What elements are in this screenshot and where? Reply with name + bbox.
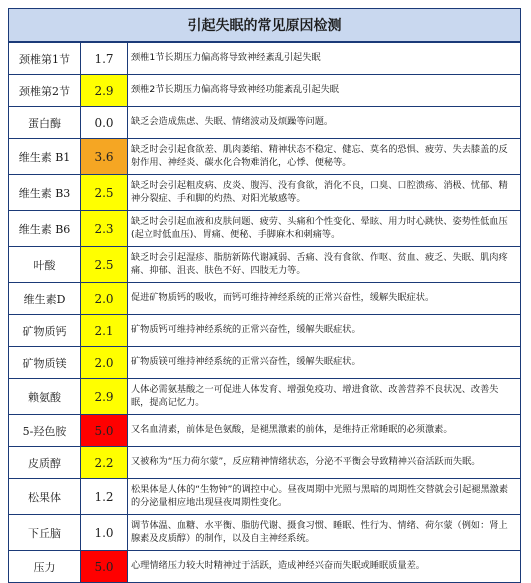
item-value: 3.6 — [81, 139, 128, 175]
item-name: 叶酸 — [9, 247, 81, 283]
item-name: 颈椎第2节 — [9, 75, 81, 107]
item-value: 2.9 — [81, 75, 128, 107]
item-name: 蛋白酶 — [9, 107, 81, 139]
item-value: 5.0 — [81, 551, 128, 583]
item-description: 缺乏时会引起食欲差、肌肉萎缩、精神状态不稳定、健忘、莫名的恐惧、疲劳、失去膝盖的反射作用、神经炎、碳水化合物难消化，心悸、便秘等。 — [128, 139, 521, 175]
item-value: 2.2 — [81, 447, 128, 479]
table-row — [9, 43, 521, 75]
table-row — [9, 379, 521, 415]
item-description: 矿物质镁可维持神经系统的正常兴奋性，缓解失眠症状。 — [128, 347, 521, 379]
item-value: 2.3 — [81, 211, 128, 247]
table-row — [9, 347, 521, 379]
table-row — [9, 315, 521, 347]
item-description: 心理情绪压力较大时精神过于活跃，造成神经兴奋而失眠或睡眠质量差。 — [128, 551, 521, 583]
item-description: 矿物质钙可维持神经系统的正常兴奋性，缓解失眠症状。 — [128, 315, 521, 347]
item-description: 又名血清素，前体是色氨酸，是褪黑激素的前体，是维持正常睡眠的必须激素。 — [128, 415, 521, 447]
results-table-body — [9, 43, 521, 583]
table-row — [9, 175, 521, 211]
report-container — [8, 8, 521, 583]
item-description: 调节体温、血糖、水平衡、脂肪代谢、摄食习惯、睡眠、性行为、情绪、荷尔蒙（例如：肾上腺素及皮质醇）的制作，以及自主神经系统。 — [128, 515, 521, 551]
item-description: 颈椎2节长期压力偏高将导致神经功能紊乱引起失眠 — [128, 75, 521, 107]
item-name: 下丘脑 — [9, 515, 81, 551]
item-name: 颈椎第1节 — [9, 43, 81, 75]
item-name: 矿物质镁 — [9, 347, 81, 379]
table-row — [9, 107, 521, 139]
item-value: 2.0 — [81, 283, 128, 315]
table-row — [9, 447, 521, 479]
table-row — [9, 415, 521, 447]
item-name: 皮质醇 — [9, 447, 81, 479]
item-value: 0.0 — [81, 107, 128, 139]
item-name: 压力 — [9, 551, 81, 583]
item-description: 缺乏时会引起湿疹、脂肪新陈代谢减弱、舌痛、没有食欲、作呕、贫血、疲乏、失眠、肌肉疼痛、抑郁、沮丧、肤色不好、四肢无力等。 — [128, 247, 521, 283]
item-name: 维生素 B6 — [9, 211, 81, 247]
item-value: 1.2 — [81, 479, 128, 515]
item-value: 2.0 — [81, 347, 128, 379]
item-description: 缺乏时会引起血液和皮肤问题、疲劳、头痛和个性变化、晕眩、用力时心跳快、姿势性低血压(起立时低血压)、胃痛、便秘、手脚麻木和刺痛等。 — [128, 211, 521, 247]
table-row — [9, 515, 521, 551]
table-row — [9, 75, 521, 107]
item-value: 2.9 — [81, 379, 128, 415]
table-row — [9, 247, 521, 283]
item-description: 又被称为“压力荷尔蒙”，反应精神情绪状态，分泌不平衡会导致精神兴奋活跃而失眠。 — [128, 447, 521, 479]
item-description: 促进矿物质钙的吸收，而钙可维持神经系统的正常兴奋性，缓解失眠症状。 — [128, 283, 521, 315]
table-row — [9, 283, 521, 315]
item-name: 5-羟色胺 — [9, 415, 81, 447]
item-description: 颈椎1节长期压力偏高将导致神经紊乱引起失眠 — [128, 43, 521, 75]
item-name: 维生素 B1 — [9, 139, 81, 175]
item-value: 2.5 — [81, 175, 128, 211]
table-row — [9, 211, 521, 247]
table-row — [9, 139, 521, 175]
item-value: 2.5 — [81, 247, 128, 283]
item-description: 人体必需氨基酸之一可促进人体发育、增强免疫功、增进食欲、改善营养不良状况、改善失眠，提高记忆力。 — [128, 379, 521, 415]
item-value: 5.0 — [81, 415, 128, 447]
results-table — [8, 42, 521, 583]
item-description: 缺乏时会引起粗皮病、皮炎、腹泻、没有食欲，消化不良，口臭、口腔溃疡、消极、忧郁、精神分裂症、手和脚的灼热、对阳光敏感等。 — [128, 175, 521, 211]
item-name: 赖氨酸 — [9, 379, 81, 415]
item-value: 1.7 — [81, 43, 128, 75]
item-name: 维生素 B3 — [9, 175, 81, 211]
table-row — [9, 479, 521, 515]
item-value: 2.1 — [81, 315, 128, 347]
item-name: 矿物质钙 — [9, 315, 81, 347]
item-value: 1.0 — [81, 515, 128, 551]
item-description: 松果体是人体的“生物钟”的调控中心。昼夜周期中光照与黑暗的周期性交替就会引起褪黑激素的分泌量相应地出现昼夜周期性变化。 — [128, 479, 521, 515]
item-name: 维生素D — [9, 283, 81, 315]
item-name: 松果体 — [9, 479, 81, 515]
item-description: 缺乏会造成焦虑、失眠、情绪波动及烦躁等问题。 — [128, 107, 521, 139]
report-title: 引起失眠的常见原因检测 — [8, 8, 521, 42]
